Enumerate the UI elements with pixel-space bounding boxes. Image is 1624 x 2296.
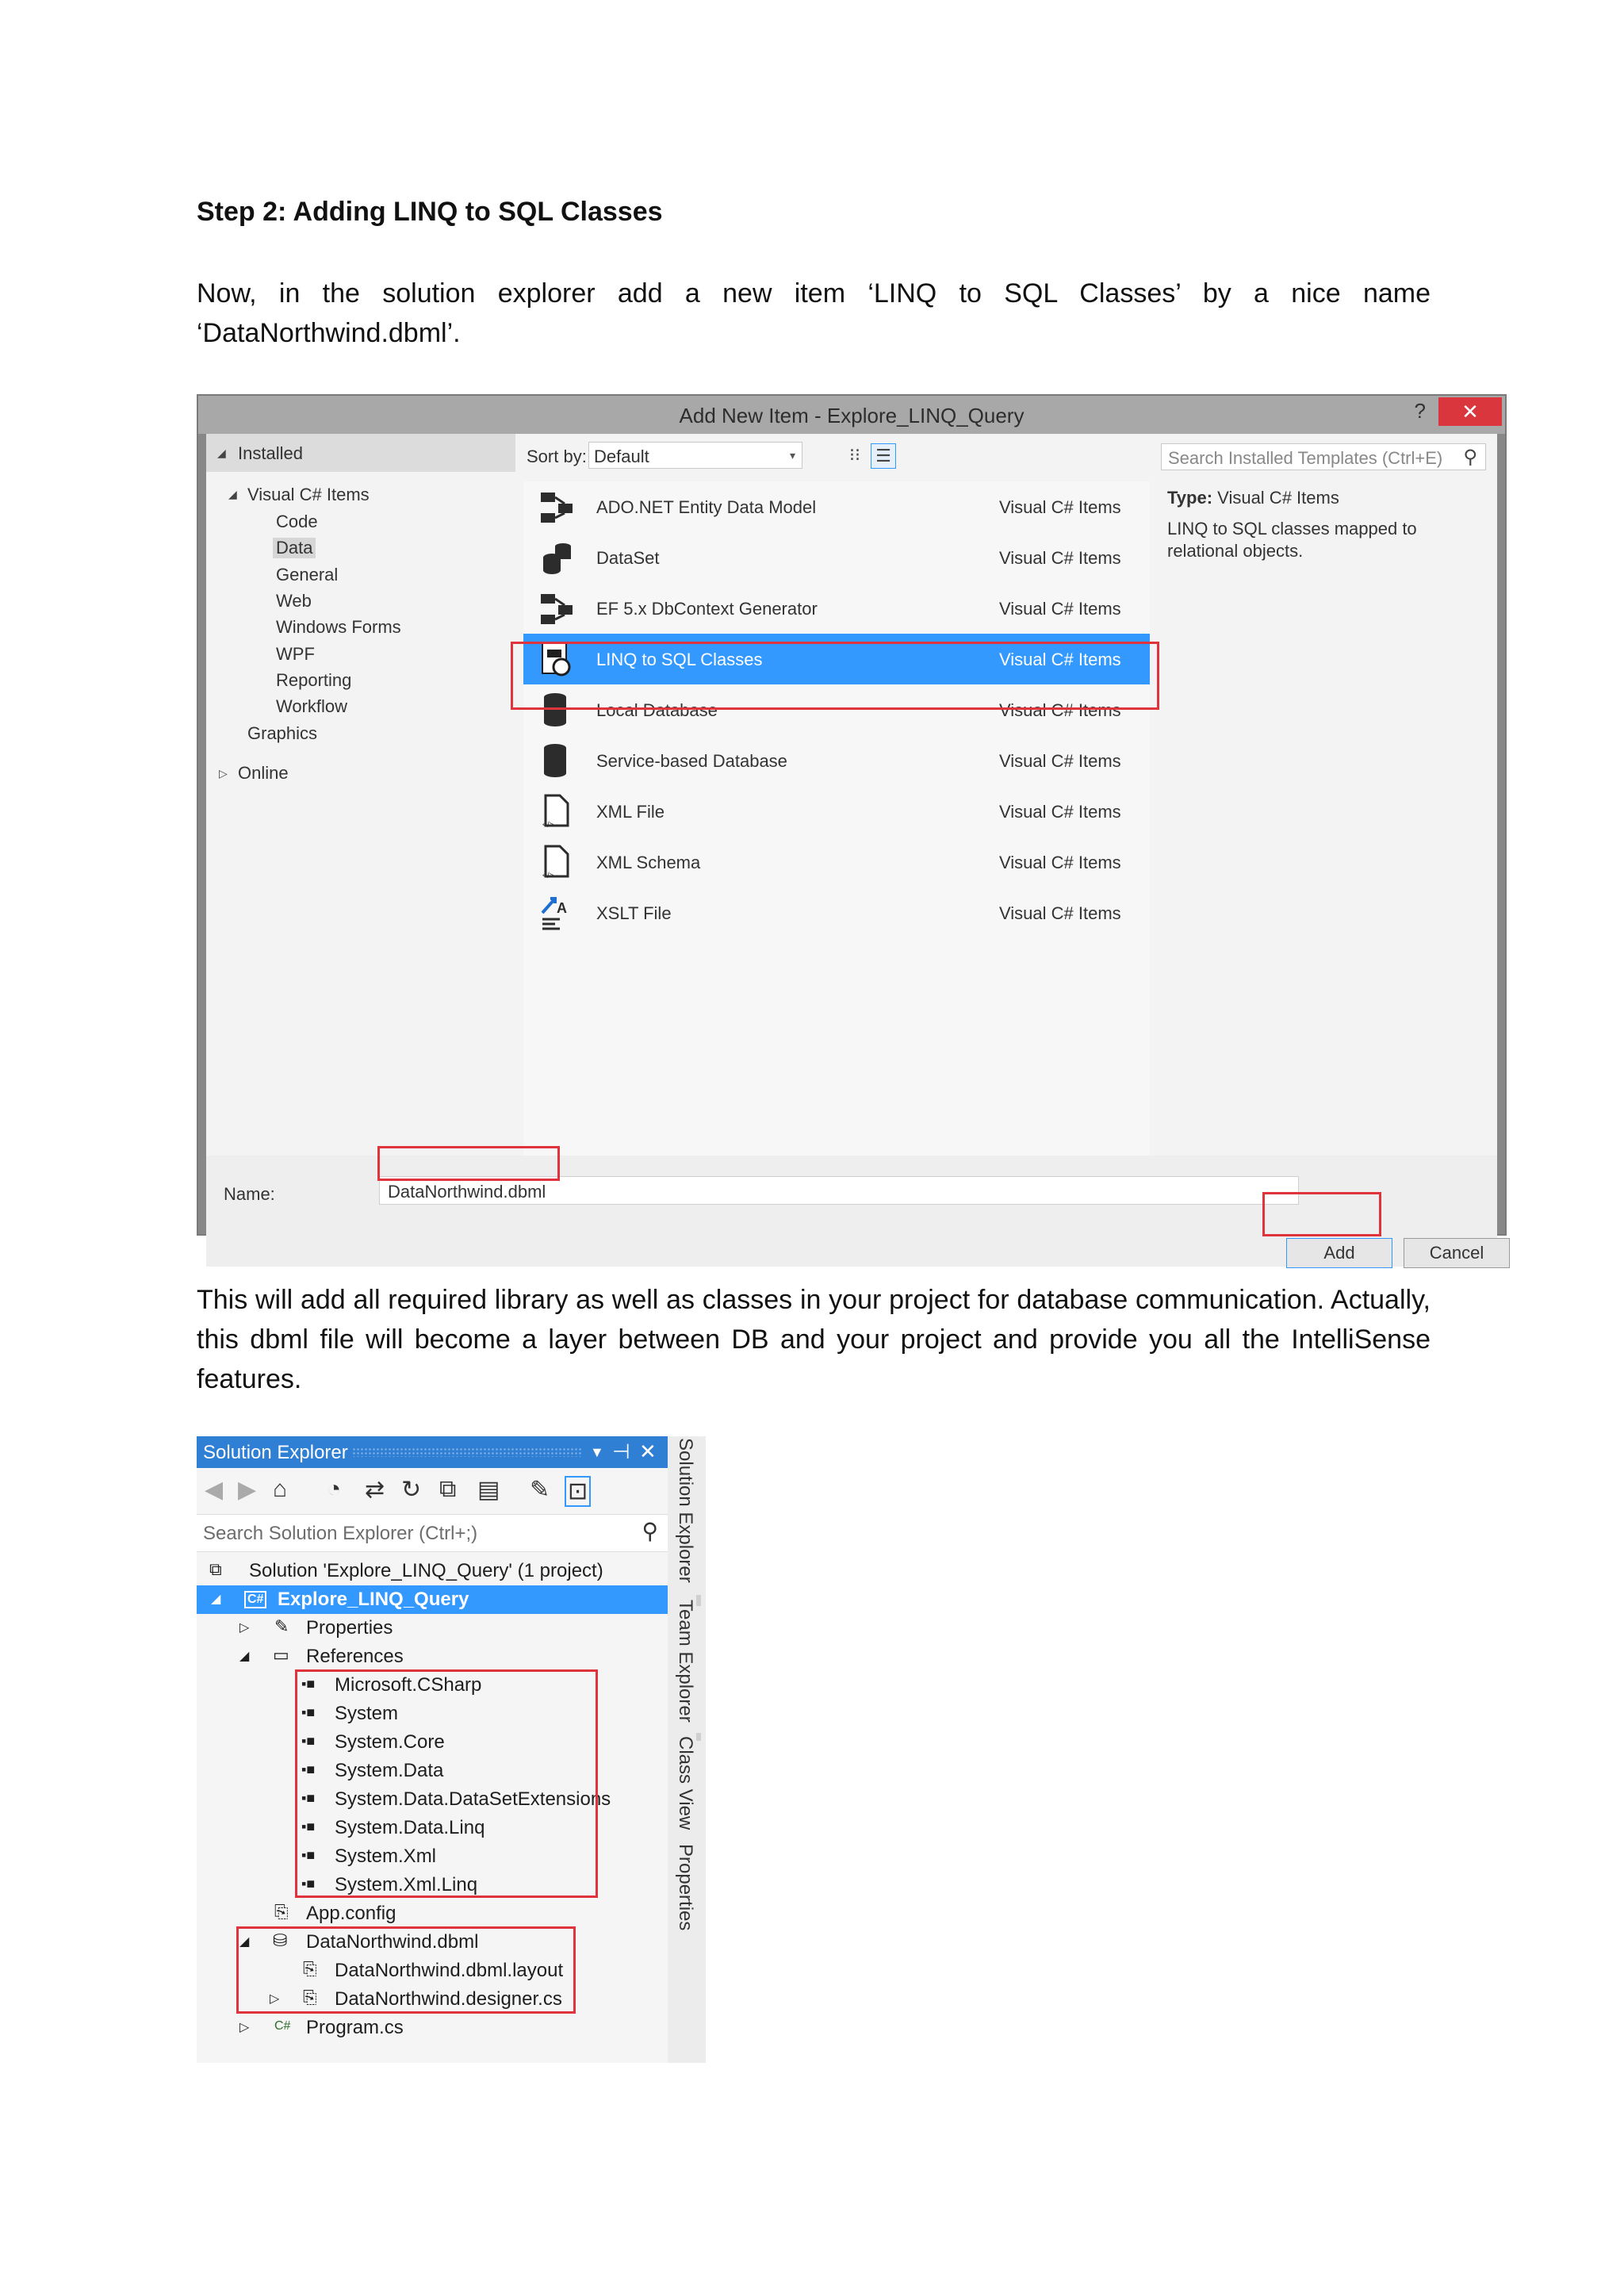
tree-item-workflow[interactable]: Workflow	[276, 696, 348, 716]
dropdown-arrow-icon[interactable]: ▼	[590, 1444, 604, 1460]
template-list-area	[515, 434, 1150, 1156]
tree-row-properties[interactable]	[197, 1614, 668, 1642]
tree-row-label: System.Core	[335, 1731, 445, 1753]
expand-triangle-icon: ▷	[219, 767, 228, 780]
template-category: Visual C# Items	[999, 548, 1121, 568]
name-value: DataNorthwind.dbml	[388, 1182, 546, 1202]
details-view-icon[interactable]: ☰	[871, 443, 896, 469]
template-name: Service-based Database	[596, 751, 787, 771]
template-description: LINQ to SQL classes mapped to relational objects.	[1167, 519, 1417, 561]
database-icon	[536, 740, 577, 781]
tree-row-label: DataNorthwind.dbml	[306, 1931, 479, 1953]
tree-row-label: App.config	[306, 1903, 396, 1924]
collapse-triangle-icon: ◢	[228, 488, 237, 500]
tree-row-program-cs[interactable]	[197, 2014, 668, 2042]
tree-row-label: DataNorthwind.dbml.layout	[335, 1960, 564, 1981]
dbcontext-icon	[536, 588, 577, 629]
properties-wrench-icon[interactable]: ✎	[530, 1477, 550, 1503]
side-tab-divider	[696, 1733, 701, 1741]
search-installed-templates-input[interactable]	[1161, 443, 1486, 470]
expand-triangle-icon: ▷	[270, 1992, 280, 2006]
assembly-reference-icon: ▪■	[301, 1876, 316, 1892]
template-category-tree	[206, 434, 515, 1156]
name-label: Name:	[224, 1184, 275, 1204]
sort-by-label: Sort by:	[527, 447, 587, 466]
template-category: Visual C# Items	[999, 497, 1121, 517]
cancel-button[interactable]: Cancel	[1404, 1238, 1510, 1268]
template-category: Visual C# Items	[999, 903, 1121, 923]
back-icon[interactable]: ◀	[205, 1477, 224, 1503]
tree-item-graphics[interactable]: Graphics	[247, 723, 318, 743]
intro-paragraph: Now, in the solution explorer add a new item ‘LINQ to SQL Classes’ by a nice name ‘DataNorthwind.dbml’.	[197, 278, 1431, 348]
template-name: ADO.NET Entity Data Model	[596, 497, 817, 517]
csharp-file-icon: C#	[274, 2019, 291, 2033]
svg-text:</>: </>	[542, 872, 554, 880]
template-details-panel	[1150, 434, 1497, 1156]
add-new-item-dialog	[197, 394, 1507, 1263]
show-all-files-icon[interactable]: ▤	[477, 1477, 500, 1503]
config-file-icon: ⎘	[274, 1902, 289, 1922]
sync-icon[interactable]: ⇄	[365, 1477, 385, 1503]
assembly-reference-icon: ▪■	[301, 1847, 316, 1863]
search-placeholder: Search Installed Templates (Ctrl+E)	[1168, 448, 1443, 468]
search-placeholder: Search Solution Explorer (Ctrl+;)	[203, 1523, 478, 1544]
dbml-file-icon: ⛁	[273, 1930, 288, 1950]
template-type	[1167, 488, 1339, 508]
installed-label: Installed	[238, 443, 303, 463]
tree-item-data[interactable]: Data	[273, 538, 316, 558]
tree-row-label: System.Data.Linq	[335, 1817, 485, 1838]
search-icon: ⚲	[1463, 447, 1477, 468]
collapse-all-icon[interactable]: ⧉	[439, 1476, 457, 1502]
csharp-project-icon: C#	[244, 1591, 266, 1608]
highlight-references	[295, 1669, 598, 1898]
template-row-xml-file[interactable]	[523, 786, 1150, 837]
tree-row-label: Properties	[306, 1617, 393, 1639]
template-row-ado-net-entity-data-model[interactable]	[523, 481, 1150, 532]
template-name: XML Schema	[596, 853, 701, 872]
title-grip	[352, 1447, 582, 1457]
svg-text:</>: </>	[542, 821, 554, 830]
sort-by-value: Default	[594, 447, 649, 466]
template-name: XSLT File	[596, 903, 672, 923]
assembly-reference-icon: ▪■	[301, 1790, 316, 1806]
sort-bar	[515, 434, 1150, 478]
expand-triangle-icon: ▷	[239, 1621, 250, 1635]
entity-model-icon	[536, 486, 577, 527]
forward-icon[interactable]: ▶	[238, 1477, 257, 1503]
tree-row-label: System.Data.DataSetExtensions	[335, 1788, 611, 1810]
svg-text:A: A	[557, 900, 567, 916]
tree-row-label: System.Data	[335, 1760, 444, 1781]
step-heading: Step 2: Adding LINQ to SQL Classes	[197, 197, 663, 227]
view-class-diagram-icon[interactable]: ⊡	[565, 1476, 591, 1507]
close-icon[interactable]: ✕	[639, 1439, 657, 1463]
tree-row-label: Explore_LINQ_Query	[278, 1589, 469, 1610]
solution-explorer-title: Solution Explorer	[203, 1442, 348, 1463]
tree-item-wpf[interactable]: WPF	[276, 644, 315, 664]
assembly-reference-icon: ▪■	[301, 1819, 316, 1834]
template-name: XML File	[596, 802, 665, 822]
collapse-triangle-icon: ◢	[211, 1593, 221, 1606]
template-category: Visual C# Items	[999, 853, 1121, 872]
search-solution-explorer-input[interactable]	[197, 1514, 668, 1552]
wrench-icon: ✎	[274, 1616, 289, 1636]
explanation-paragraph: This will add all required library as well as classes in your project for database communication. Actually, this dbml file will become a layer between DB and your project and provide you all the IntelliSense features.	[197, 1285, 1431, 1394]
refresh-icon[interactable]: ↻	[401, 1477, 422, 1503]
tree-row-label: System	[335, 1703, 399, 1724]
references-folder-icon: ▭	[273, 1645, 289, 1665]
solution-explorer-title-bar	[197, 1436, 668, 1468]
tree-item-online[interactable]: Online	[238, 763, 289, 783]
close-button[interactable]: ✕	[1438, 397, 1502, 426]
tree-item-visual-cs-items[interactable]: Visual C# Items	[247, 485, 370, 504]
code-file-icon: ⎘	[303, 1987, 317, 2007]
template-category: Visual C# Items	[999, 650, 1121, 669]
solution-icon: ⧉	[209, 1559, 222, 1579]
collapse-triangle-icon: ◢	[217, 447, 226, 459]
pin-icon[interactable]: ⊣	[612, 1439, 630, 1463]
type-value: Visual C# Items	[1217, 488, 1339, 508]
dialog-title: Add New Item - Explore_LINQ_Query	[679, 404, 1025, 427]
highlight-add-button	[1262, 1192, 1381, 1236]
tree-row-label: Microsoft.CSharp	[335, 1674, 482, 1696]
tree-row-solution[interactable]	[197, 1557, 668, 1585]
side-tab-solution-explorer[interactable]: Solution Explorer	[675, 1438, 696, 1583]
collapse-triangle-icon: ◢	[239, 1935, 250, 1949]
tree-row-label: Program.cs	[306, 2017, 404, 2038]
collapse-triangle-icon: ◢	[239, 1650, 250, 1663]
tree-item-code[interactable]: Code	[276, 512, 318, 531]
template-category: Visual C# Items	[999, 751, 1121, 771]
template-list	[523, 481, 1150, 1156]
tree-row-app-config[interactable]	[197, 1899, 668, 1928]
solution-explorer-toolbar	[197, 1468, 668, 1514]
tree-item-general[interactable]: General	[276, 565, 339, 585]
home-icon[interactable]: ⌂	[273, 1476, 288, 1502]
template-row-xslt-file[interactable]	[523, 887, 1150, 938]
side-tab-properties[interactable]: Properties	[675, 1844, 696, 1931]
template-category: Visual C# Items	[999, 802, 1121, 822]
side-tab-divider	[696, 1595, 701, 1606]
assembly-reference-icon: ▪■	[301, 1676, 316, 1692]
template-category: Visual C# Items	[999, 700, 1121, 720]
tree-row-label: System.Xml	[335, 1846, 437, 1867]
template-row-dataset[interactable]	[523, 532, 1150, 583]
tree-item-web[interactable]: Web	[276, 591, 312, 611]
tree-header-installed[interactable]	[206, 434, 515, 472]
tree-row-label: References	[306, 1646, 404, 1667]
side-tab-strip	[668, 1436, 706, 2063]
assembly-reference-icon: ▪■	[301, 1733, 316, 1749]
dialog-title-bar	[198, 396, 1505, 434]
add-button[interactable]: Add	[1286, 1238, 1392, 1268]
highlight-dbml-files	[236, 1926, 576, 2014]
assembly-reference-icon: ▪■	[301, 1761, 316, 1777]
type-label: Type:	[1167, 488, 1213, 508]
chevron-down-icon: ▾	[789, 449, 795, 462]
dataset-icon	[536, 537, 577, 578]
small-icons-view-icon[interactable]: ⁝⁝	[849, 445, 860, 465]
search-icon: ⚲	[642, 1519, 658, 1543]
help-button[interactable]: ?	[1414, 399, 1426, 423]
assembly-reference-icon: ▪■	[301, 1704, 316, 1720]
dialog-body	[206, 434, 1497, 1263]
xml-file-icon	[536, 791, 577, 832]
tree-row-label: Solution 'Explore_LINQ_Query' (1 project)	[249, 1560, 603, 1581]
side-tab-class-view[interactable]: Class View	[675, 1736, 696, 1830]
template-row-xml-schema[interactable]	[523, 837, 1150, 887]
template-name: DataSet	[596, 548, 660, 568]
template-row-service-based-database[interactable]	[523, 735, 1150, 786]
template-row-ef-dbcontext-generator[interactable]	[523, 583, 1150, 634]
solution-explorer-panel	[197, 1436, 706, 2063]
highlight-linq-to-sql	[511, 642, 1159, 710]
template-name: Local Database	[596, 700, 718, 720]
tree-row-label: System.Xml.Linq	[335, 1874, 478, 1895]
layout-file-icon: ⎘	[303, 1959, 317, 1979]
tree-item-reporting[interactable]: Reporting	[276, 670, 352, 690]
template-name: LINQ to SQL Classes	[596, 650, 763, 669]
side-tab-team-explorer[interactable]: Team Explorer	[675, 1600, 696, 1723]
tree-item-windows-forms[interactable]: Windows Forms	[276, 617, 401, 637]
tree-row-label: DataNorthwind.designer.cs	[335, 1988, 562, 2010]
xslt-file-icon	[536, 892, 577, 933]
tree-row-project[interactable]	[197, 1585, 668, 1614]
tree-row-references[interactable]	[197, 1642, 668, 1671]
expand-triangle-icon: ▷	[239, 2021, 250, 2034]
highlight-name-field	[377, 1146, 560, 1181]
template-category: Visual C# Items	[999, 599, 1121, 619]
template-name: EF 5.x DbContext Generator	[596, 599, 818, 619]
history-icon[interactable]: ◔	[327, 1476, 342, 1502]
sort-by-dropdown[interactable]	[588, 442, 802, 469]
xml-schema-icon	[536, 841, 577, 883]
